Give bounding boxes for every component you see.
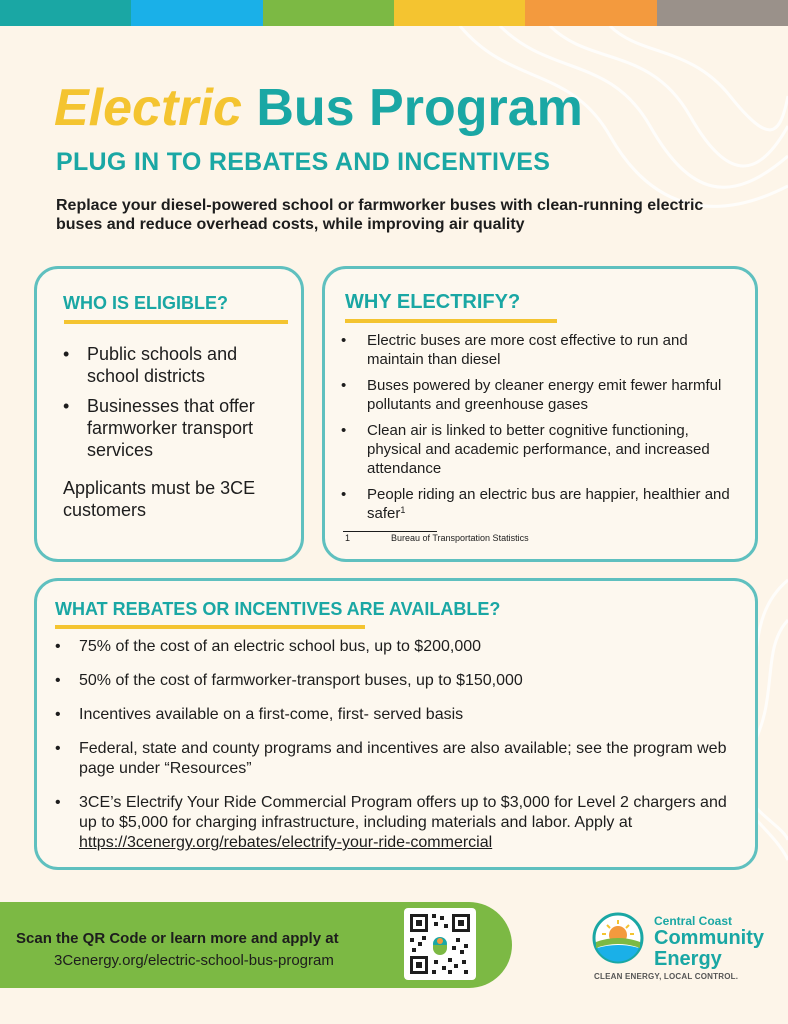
list-item: • Incentives available on a first-come, first- served basis [55, 705, 739, 725]
footnote-number: 1 [345, 533, 351, 543]
brand-tagline: CLEAN ENERGY, LOCAL CONTROL. [594, 972, 739, 981]
community-energy-logo-icon [592, 912, 644, 964]
list-item: • Public schools and school districts [63, 343, 293, 387]
eligibility-card [34, 266, 304, 562]
brand-line-2: Community [654, 927, 764, 949]
list-item: • 50% of the cost of farmworker-transport buses, up to $150,000 [55, 671, 739, 691]
rebates-heading: WHAT REBATES OR INCENTIVES ARE AVAILABLE? [55, 599, 501, 619]
why-electrify-list [341, 331, 741, 530]
page-title [54, 78, 583, 138]
footnote-text: Bureau of Transportation Statistics [391, 533, 529, 543]
color-stripe-blue [131, 0, 262, 26]
qr-code-icon[interactable] [404, 908, 476, 980]
why-electrify-card [322, 266, 758, 562]
list-item-text: People riding an electric bus are happier, healthier and safer [367, 486, 730, 522]
intro-text: Replace your diesel-powered school or farmworker buses with clean-running electric buses and reduce overhead costs, while improving air quality [56, 197, 704, 233]
why-electrify-heading: WHY ELECTRIFY? [345, 291, 521, 313]
list-item: • Electric buses are more cost effective to run and maintain than diesel [341, 331, 741, 369]
heading-underline [55, 625, 365, 629]
eligibility-note: Applicants must be 3CE customers [63, 478, 256, 520]
list-item-text: 3CE’s Electrify Your Ride Commercial Program offers up to $3,000 for Level 2 chargers and up to $5,000 for charging infrastructure, including materials and labor. Apply at [79, 794, 727, 831]
footnote-divider [343, 531, 437, 532]
color-stripe-gray [657, 0, 788, 26]
list-item: • Clean air is linked to better cognitive functioning, physical and academic performance, and increased attendance [341, 421, 741, 478]
list-item: • Buses powered by cleaner energy emit fewer harmful pollutants and greenhouse gases [341, 376, 741, 414]
eligibility-heading: WHO IS ELIGIBLE? [63, 293, 228, 313]
rebates-list [55, 637, 739, 867]
heading-underline [64, 320, 288, 324]
color-stripe-teal [0, 0, 131, 26]
color-stripe-green [263, 0, 394, 26]
rebates-card [34, 578, 758, 870]
page-subtitle: PLUG IN TO REBATES AND INCENTIVES [56, 148, 551, 176]
brand-line-3: Energy [654, 948, 722, 970]
heading-underline [345, 319, 557, 323]
list-item [55, 793, 739, 853]
cta-text: Scan the QR Code or learn more and apply at [16, 930, 339, 947]
color-stripe-orange [525, 0, 656, 26]
electrify-your-ride-link[interactable]: https://3cenergy.org/rebates/electrify-your-ride-commercial [79, 834, 493, 851]
brand-line-1: Central Coast [654, 914, 733, 928]
footnote-marker: 1 [400, 505, 406, 515]
program-url[interactable]: 3Cenergy.org/electric-school-bus-program [54, 952, 334, 969]
list-item [341, 485, 741, 523]
color-stripe-bar [0, 0, 788, 26]
title-bus-program: Bus Program [241, 79, 583, 137]
list-item: • Federal, state and county programs and incentives are also available; see the program web page under “Resources” [55, 739, 739, 779]
title-electric: Electric [54, 79, 242, 137]
color-stripe-yellow [394, 0, 525, 26]
list-item: • Businesses that offer farmworker transport services [63, 395, 293, 461]
list-item: • 75% of the cost of an electric school bus, up to $200,000 [55, 637, 739, 657]
eligibility-list [63, 343, 293, 469]
